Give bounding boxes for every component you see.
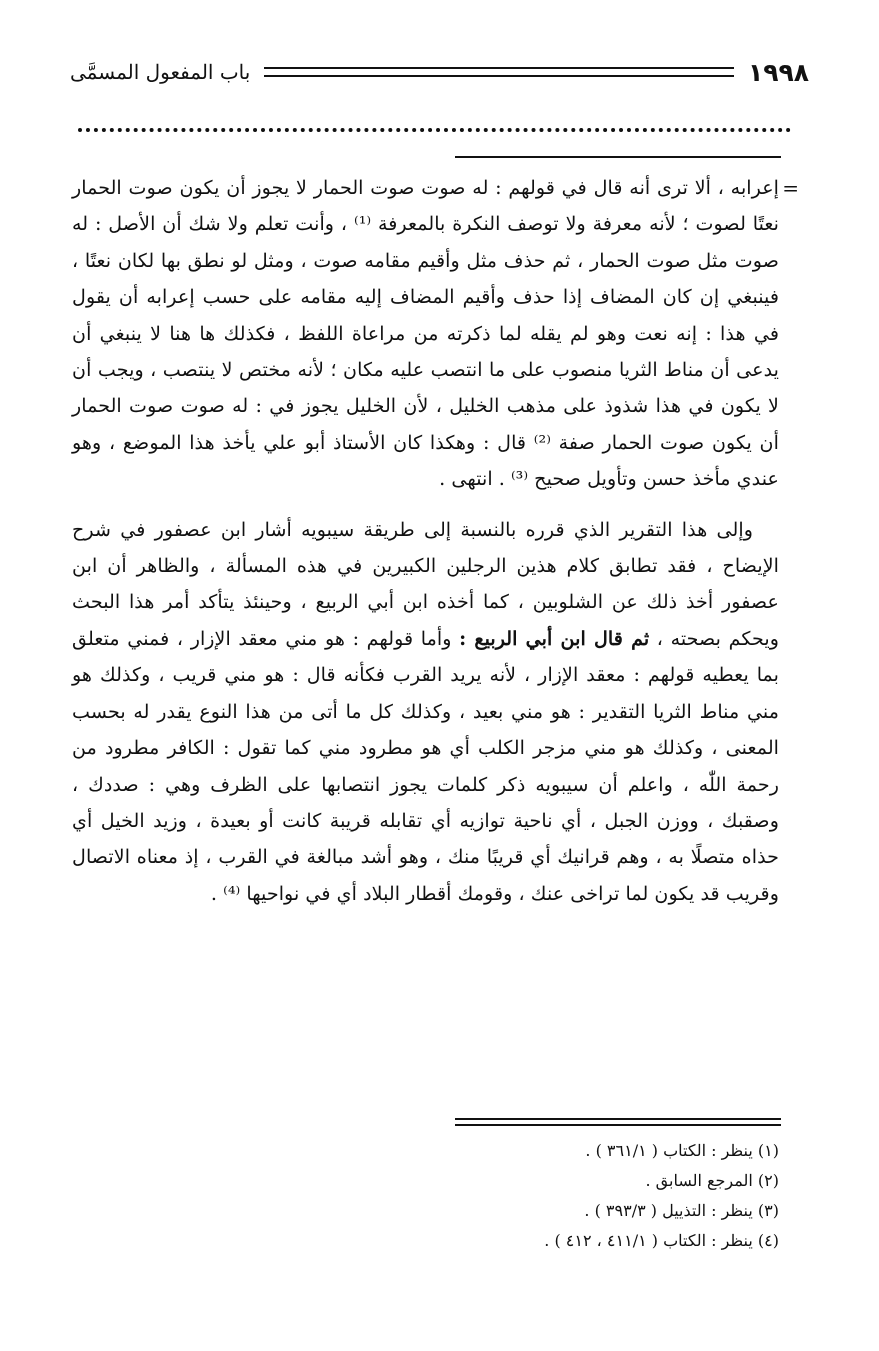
- page-header: [70, 52, 809, 92]
- chapter-title: باب المفعول المسمَّى: [70, 60, 251, 84]
- header-double-rule: [264, 67, 734, 77]
- footnote-2: (٢) المرجع السابق .: [645, 1171, 779, 1190]
- paragraph-2-bold-quote: ثم قال ابن أبي الربيع :: [459, 626, 650, 650]
- main-text: [72, 170, 799, 912]
- continuation-rule: [455, 156, 781, 158]
- paragraph-1: [72, 170, 799, 498]
- paragraph-2-text-before: وإلى هذا التقرير الذي قرره بالنسبة إلى طريقة سيبويه أشار ابن عصفور في شرح الإيضاح ، فقد تطابق كلام هذين الرجلين الكبيرين في هذه المسألة ، والظاهر أن ابن عصفور أخذ ذلك عن الشلوبين ، كما أخذه ابن أبي الربيع ، وحينئذ يتأكد أمر هذا البحث ويحكم بصحته ،: [72, 517, 779, 650]
- footnote-3: (٣) ينظر : التذييل ( ٣٩٣/٣ ) .: [584, 1201, 779, 1220]
- dotted-separator: [78, 128, 791, 132]
- footnote-1: (١) ينظر : الكتاب ( ٣٦١/١ ) .: [585, 1141, 779, 1160]
- footnotes: [72, 1136, 779, 1256]
- paragraph-2-text-after: وأما قولهم : هو مني معقد الإزار ، فمني متعلق بما يعطيه قولهم : معقد الإزار ، لأنه يريد القرب فكأنه قال : هو مني قريب ، وكذلك هو مني مناط الثريا التقدير : هو مني بعيد ، وكذلك كل ما أتى من هذا النوع يقدر له بحسب المعنى ، وكذلك هو مني مزجر الكلب أي هو مطرود مني كما تقول : الكافر مطرود من رحمة اللّٰه ، واعلم أن سيبويه ذكر كلمات يجوز انتصابها على الظرف وهي : صددك ، وصقبك ، ووزن الجبل ، أي ناحية توازيه أي تقابله قريبة كانت أو بعيدة ، وزيد الخيل أي حذاه متصلًا به ، وهم قرانيك أي قريبًا منك ، وهو أشد مبالغة في القرب ، إذ معناه الاتصال وقريب قد يكون لما تراخى عنك ، وقومك أقطار البلاد أي في نواحيها ⁽⁴⁾ .: [72, 626, 779, 905]
- footnote-4: (٤) ينظر : الكتاب ( ٤١١/١ ، ٤١٢ ) .: [544, 1231, 779, 1250]
- paragraph-2: [72, 512, 779, 912]
- page-number: ١٩٩٨: [747, 57, 809, 87]
- continuation-mark: =: [782, 176, 799, 200]
- footnote-rule: [455, 1118, 781, 1126]
- paragraph-1-text: إعرابه ، ألا ترى أنه قال في قولهم : له صوت صوت الحمار لا يجوز أن يكون صوت الحمار نعتًا لصوت ؛ لأنه معرفة ولا توصف النكرة بالمعرفة ⁽¹⁾ ، وأنت تعلم ولا شك أن الأصل : له صوت مثل صوت الحمار ، ثم حذف مثل وأقيم مقامه صوت ، ومثل لو نطق بها لكان نعتًا ، فينبغي إن كان المضاف إذا حذف وأقيم المضاف إليه مقامه على حسب إعرابه أن يقول في هذا : إنه نعت وهو لم يقله لما ذكرته من مراعاة اللفظ ، فكذلك ها هنا لا ينبغي أن يدعى أن مناط الثريا منصوب على ما انتصب عليه مكان ؛ لأنه مختص لا ينتصب ، ويجب أن لا يكون في هذا شذوذ على مذهب الخليل ، لأن الخليل يجوز في : له صوت صوت الحمار أن يكون صوت الحمار صفة ⁽²⁾ قال : وهكذا كان الأستاذ أبو علي يأخذ هذا الموضع ، وهو عندي مأخذ حسن وتأويل صحيح ⁽³⁾ . انتهى .: [72, 176, 779, 491]
